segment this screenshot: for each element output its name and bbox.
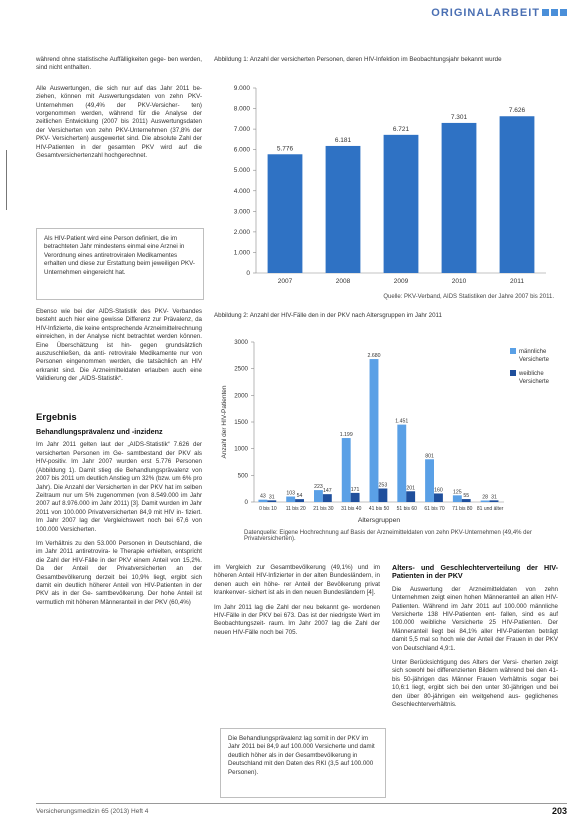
figure-2-caption: Abbildung 2: Anzahl der HIV-Fälle den in der PKV nach Altersgruppen im Jahr 2011 — [214, 312, 442, 319]
header-square-icon — [542, 9, 549, 16]
data-label: 31 — [268, 494, 275, 501]
bar — [397, 425, 406, 502]
y-axis-label: Anzahl der HIV-Patienten — [221, 385, 228, 459]
data-label: 7.301 — [450, 113, 468, 121]
data-label: 223 — [314, 484, 323, 491]
figure-2-chart — [214, 334, 564, 530]
page-number: 203 — [551, 806, 567, 816]
data-label: 43 — [259, 493, 266, 500]
data-label: 5.776 — [276, 145, 294, 153]
x-tick-label: 51 bis 60 — [396, 506, 417, 512]
subsection-heading: Behandlungsprävalenz und -inzidenz — [36, 427, 163, 437]
paragraph: Die Auswertung der Arzneimitteldaten von zehn Unternehmen zeigt einen hohen Männeranteil an allen HIV- Patienten. Während im Jahr 2011 auf 100.000 männliche Versicherte 138 HIV-Patienten ent- fallen, sind es auf 100.000 weibliche Versicherte 25 HIV-Patienten. Der Männeranteil liegt bei 84,1% aller HIV-Patienten beträgt damit 5,5 mal so hoch wie der Anteil der Frauen in der PKV von Deutschland 4,9:1. — [392, 585, 558, 652]
paragraph: im Vergleich zur Gesamtbevölkerung (49,1%) und im höheren Anteil HIV-Infizierter in der alten Bundesländern, in denen auch ein höhe- rer Anteil der Bevölkerung privat krankenver- sichert ist als in den neuen Bundesländern [4]. — [214, 564, 380, 597]
data-label: 171 — [350, 486, 360, 493]
x-tick-label: 2007 — [277, 278, 293, 285]
data-label: 7.626 — [508, 107, 526, 115]
bar — [351, 493, 360, 502]
journal-reference: Versicherungsmedizin 65 (2013) Heft 4 — [36, 808, 149, 815]
y-tick-label: 5.000 — [233, 167, 250, 175]
paragraph: Alle Auswertungen, die sich nur auf das Jahr 2011 be- ziehen, können mit Auswertungsdaten von zehn PKV-Unternehmen (49,4% der PKV-Versicher- ten) vorgenommen werden, während für die Analyse der zeitlichen Entwicklung (2007 bis 2011) Auswertungsdaten der Versicherten von zehn PKV-Unternehmen (37,8% der PKV- Versicherten) ausgewertet sind. Die absolute Zahl der HIV-Patienten in der gesamten PKV wird auf die Gesamtversichertenzahl hochgerechnet. — [36, 84, 202, 160]
running-header: ORIGINALARBEIT — [431, 7, 567, 19]
left-column-lower — [36, 308, 202, 613]
figure-2-source: Datenquelle: Eigene Hochrechnung auf Basis der Arzneimitteldaten von zehn PKV-Unternehmen (49,4% der Privatversicherten). — [244, 530, 532, 542]
x-tick-label: 2011 — [510, 278, 524, 285]
y-tick-label: 8.000 — [233, 105, 250, 113]
data-label: 147 — [323, 488, 332, 495]
legend-label: weibliche — [519, 371, 544, 377]
bar — [378, 489, 387, 502]
paragraph: Ebenso wie bei der AIDS-Statistik des PKV- Verbandes besteht auch hier eine gewisse Differenz zur Prävalenz, da HIV-Infizierte, die keine entsprechende Arzneimittelrechnung einreichen, in der Analyse nicht betrachtet werden können. Eine Überschätzung ist hin- gegen grundsätzlich auszuschließen, da anti- retrovirale Medikamente nur von Personen eingenommen werden, die tatsächlich an HIV erkrankt sind. Die Arzneimitteldaten erlauben auch eine Validierung der „AIDS-Statistik“. — [36, 308, 202, 383]
result-box-text: Die Behandlungsprävalenz lag somit in der PKV im Jahr 2011 bei 84,9 auf 100.000 Versicherte und damit deutlich höher als in der Gesamtbevölkerung in Deutschland mit den Daten des RKI (3,5 auf 100.000 Personen). — [228, 735, 375, 776]
definition-box — [36, 228, 204, 300]
header-square-icon — [551, 9, 558, 16]
bar — [295, 499, 304, 502]
data-label: 1.451 — [395, 418, 409, 425]
data-label: 160 — [434, 487, 443, 494]
paragraph: während ohne statistische Auffälligkeiten gege- ben werden, sind nicht enthalten. — [36, 56, 202, 72]
bar — [258, 500, 267, 502]
y-tick-label: 3000 — [234, 339, 248, 346]
subsection-heading: Alters- und Geschlechterverteilung der HIV-Patienten in der PKV — [392, 563, 558, 581]
bar — [434, 493, 443, 502]
x-tick-label: 41 bis 50 — [368, 506, 390, 512]
data-label: 28 — [482, 494, 489, 501]
data-label: 103 — [286, 490, 295, 497]
data-label: 6.721 — [392, 125, 410, 133]
y-tick-label: 0 — [246, 270, 250, 277]
y-tick-label: 1500 — [234, 419, 248, 426]
bar — [406, 491, 415, 502]
figure-1-source: Quelle: PKV-Verband, AIDS Statistiken der Jahre 2007 bis 2011. — [383, 294, 554, 300]
y-tick-label: 4.000 — [233, 187, 250, 195]
y-tick-label: 9.000 — [233, 85, 250, 92]
x-tick-label: 11 bis 20 — [285, 506, 306, 512]
y-tick-label: 0 — [244, 499, 248, 506]
data-label: 125 — [453, 489, 462, 496]
y-tick-label: 6.000 — [233, 146, 250, 154]
bar — [342, 438, 351, 502]
data-label: 801 — [425, 453, 434, 460]
margin-mark — [6, 150, 7, 210]
bar — [425, 459, 434, 502]
data-label: 201 — [406, 485, 415, 492]
y-tick-label: 500 — [237, 472, 248, 480]
figure-1-caption: Abbildung 1: Anzahl der versicherten Personen, deren HIV-Infektion im Beobachtungsjahr bekannt wurde — [214, 56, 502, 63]
y-tick-label: 3.000 — [233, 208, 250, 216]
bar — [462, 499, 471, 502]
definition-text: Als HIV-Patient wird eine Person definiert, die im betrachteten Jahr mindestens einmal eine Arznei in Verordnung eines antiretroviralen Medikamentes erhalten und diese zur Erstattung beim jeweiligen PKV-Unternehmen eingereicht hat. — [44, 235, 195, 276]
bar — [267, 500, 276, 502]
x-tick-label: 71 bis 80 — [452, 506, 473, 512]
legend-label: männliche — [519, 349, 547, 355]
bar — [370, 359, 379, 502]
right-column — [392, 564, 558, 716]
page-footer — [36, 803, 567, 815]
x-tick-label: 21 bis 30 — [313, 506, 334, 512]
x-tick-label: 0 bis 10 — [259, 506, 277, 512]
paragraph: Im Jahr 2011 lag die Zahl der neu bekannt ge- wordenen HIV-Fälle in der PKV bei 673. Das ist der niedrigste Wert im Beobachtungszeit- raum. Im Jahr 2007 lag die Zahl der neuen HIV-Fälle noch bei 705. — [214, 603, 380, 636]
x-tick-label: 2008 — [335, 278, 351, 285]
header-square-icon — [560, 9, 567, 16]
x-axis-label: Altersgruppen — [357, 517, 401, 524]
x-tick-label: 31 bis 40 — [341, 506, 362, 512]
paragraph: Im Jahr 2011 gelten laut der „AIDS-Statistik“ 7.626 der versicherten Personen im Ge- samtbestand der PKV als HIV-positiv. Im Jahr 2007 wurden erst 5.776 Personen (Abbildung 1). Damit stieg die Behandlungsprävalenz von 2007 bis 2011 um deutlich Anstieg um 32% (bzw. um 6% pro Jahr). Die Anzahl der Versicherten in der PKV hat im selben Zeitraum nur um 5% zugenommen (von 8.549.000 im Jahr 2007 auf 8.976.000 im Jahr 2011) [3]. Damit wurden im Jahr 2011 von 100.000 Privatversicherten 84,9 mit HIV in- fiziert. Im Jahr 2007 lag der Vergleichswert noch bei 67,6 von 100.000 Versicherten. — [36, 441, 203, 533]
middle-column — [214, 564, 380, 643]
bar — [453, 495, 462, 502]
y-tick-label: 2.000 — [233, 228, 250, 236]
data-label: 6.181 — [334, 136, 352, 144]
legend-label: Versicherte — [519, 379, 550, 385]
y-tick-label: 1000 — [234, 445, 248, 453]
bar — [326, 146, 361, 273]
x-tick-label: 2009 — [393, 278, 409, 285]
bar — [500, 116, 535, 273]
x-tick-label: 61 bis 70 — [424, 506, 445, 512]
y-tick-label: 2500 — [234, 365, 248, 373]
bar — [384, 135, 419, 273]
y-tick-label: 2000 — [234, 392, 248, 400]
bar — [323, 494, 332, 502]
bar — [481, 501, 490, 502]
figure-1-chart — [214, 80, 554, 290]
left-column-upper — [36, 56, 202, 166]
data-label: 253 — [378, 482, 388, 489]
data-label: 55 — [463, 493, 470, 500]
x-tick-label: 2010 — [451, 278, 467, 285]
bar — [442, 123, 477, 273]
bar — [286, 497, 295, 502]
paragraph: Unter Berücksichtigung des Alters der Versi- cherten zeigt sich sowohl bei differenzierten Bildern während bei den 41- bis 50-jährigen das Männer Frauen Verhältnis sogar bei 10,6:1 liegt, ergibt sich bei den unter 30-jährigen und bei den über 80-jährigen ein weitgehend aus- geglichenes Geschlechterverhältnis. — [392, 659, 558, 709]
data-label: 1.199 — [339, 432, 353, 439]
legend-swatch — [510, 370, 516, 376]
data-label: 54 — [296, 493, 303, 500]
bar — [314, 490, 323, 502]
legend-swatch — [510, 348, 516, 354]
data-label: 2.680 — [367, 353, 381, 360]
bar — [268, 154, 303, 273]
legend-label: Versicherte — [519, 357, 550, 363]
result-box — [220, 728, 386, 798]
y-tick-label: 7.000 — [233, 126, 250, 134]
y-tick-label: 1.000 — [233, 249, 250, 257]
paragraph: Im Verhältnis zu den 53.000 Personen in Deutschland, die im Jahr 2011 antiretrovira- le Therapie erhielten, entspricht die Zahl der HIV-Fälle in der PKV einem Anteil von 15,2%. Da der Anteil der Privatversicherten an der Gesamtbevölkerung derzeit bei 10,9% liegt, ergibt sich damit ein deutlich höherer Anteil von HIV-Patienten in der PKV als in der Ge- samtbevölkerung. Der hohe Anteil ist vermutlich mit höheren Männeranteil in der PKV (60,4%) — [36, 539, 202, 606]
x-tick-label: 81 und älter — [476, 506, 504, 512]
data-label: 31 — [491, 494, 497, 501]
section-heading: Ergebnis — [36, 411, 77, 423]
bar — [490, 500, 499, 502]
